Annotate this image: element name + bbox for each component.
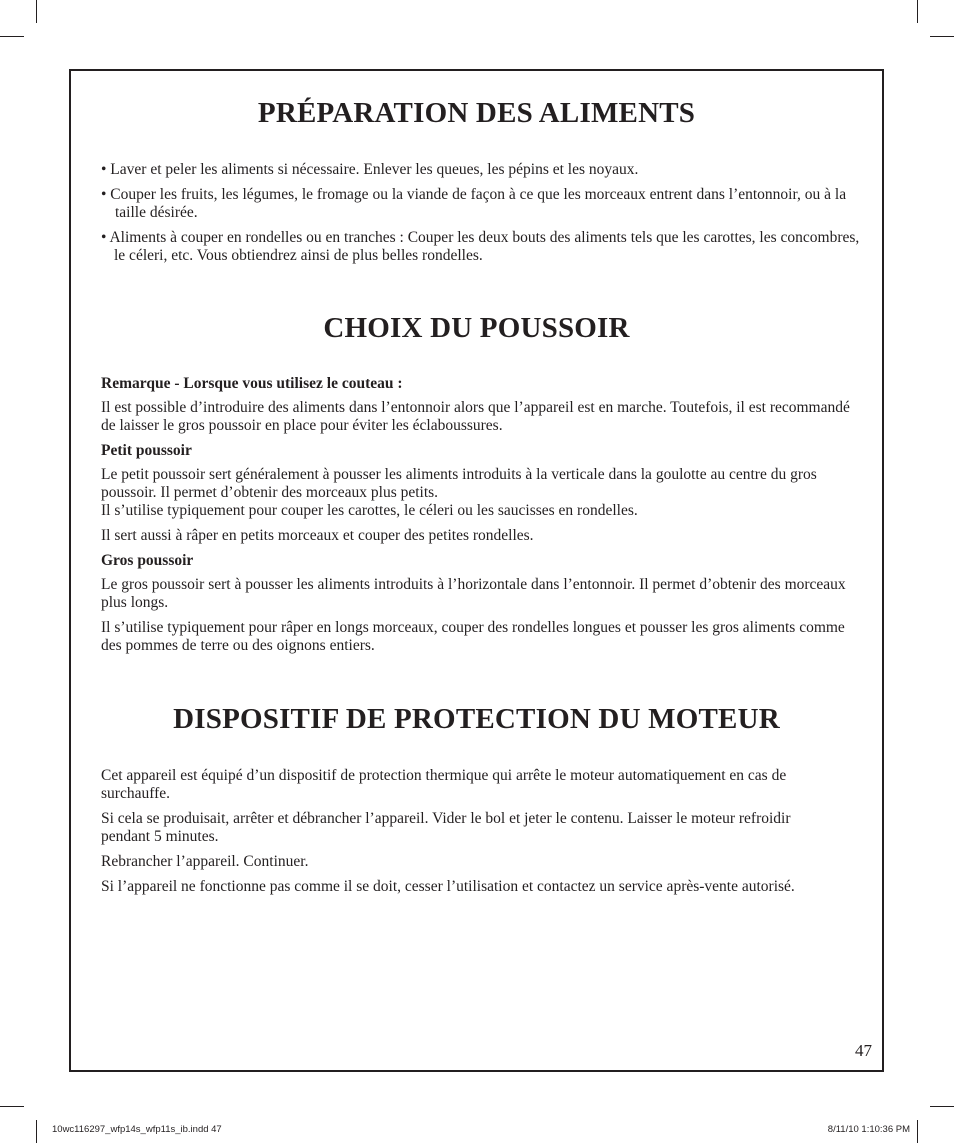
small-pusher-text: Il sert aussi à râper en petits morceaux et couper des petites rondelles. (101, 527, 534, 544)
small-pusher-text: Il s’utilise typiquement pour couper les carottes, le céleri ou les saucisses en rondelles. (101, 502, 638, 519)
crop-mark (0, 36, 24, 37)
section-title-motor-protection: DISPOSITIF DE PROTECTION DU MOTEUR (173, 703, 780, 735)
crop-mark (36, 0, 37, 23)
motor-protection-body (101, 767, 801, 903)
small-pusher-text: Le petit poussoir sert généralement à pousser les aliments introduits à la verticale dans la goulotte au centre du gros poussoir. Il permet d’obtenir des morceaux plus petits. (101, 466, 817, 501)
section-title-pusher: CHOIX DU POUSSOIR (323, 312, 630, 344)
paragraph: Rebrancher l’appareil. Continuer. (101, 853, 309, 870)
small-pusher-label: Petit poussoir (101, 442, 192, 459)
large-pusher-text: Le gros poussoir sert à pousser les aliments introduits à l’horizontale dans l’entonnoir. Il permet d’obtenir des morceaux plus longs. (101, 576, 846, 611)
crop-mark (930, 1106, 954, 1107)
paragraph: Cet appareil est équipé d’un dispositif de protection thermique qui arrête le moteur automatiquement en cas de surchauffe. (101, 767, 787, 802)
note-text: Il est possible d’introduire des aliments dans l’entonnoir alors que l’appareil est en marche. Toutefois, il est recommandé de laisser le gros poussoir en place pour éviter les éclaboussures. (101, 399, 850, 434)
list-item: • Laver et peler les aliments si nécessaire. Enlever les queues, les pépins et les noyaux. (101, 161, 639, 178)
crop-mark (917, 0, 918, 23)
page-number: 47 (855, 1041, 872, 1060)
large-pusher-text: Il s’utilise typiquement pour râper en longs morceaux, couper des rondelles longues et pousser les gros aliments comme des pommes de terre ou des oignons entiers. (101, 619, 845, 654)
slug-datetime: 8/11/10 1:10:36 PM (827, 1124, 910, 1135)
list-item: • Couper les fruits, les légumes, le fromage ou la viande de façon à ce que les morceaux entrent dans l’entonnoir, ou à la taille désirée. (101, 186, 847, 221)
crop-mark (930, 36, 954, 37)
section-title-preparation: PRÉPARATION DES ALIMENTS (257, 97, 696, 129)
page-frame (69, 69, 884, 1072)
slug-filename: 10wc116297_wfp14s_wfp11s_ib.indd 47 (52, 1124, 222, 1135)
preparation-list (101, 161, 861, 272)
crop-mark (0, 1106, 24, 1107)
large-pusher-label: Gros poussoir (101, 552, 194, 569)
list-item: • Aliments à couper en rondelles ou en tranches : Couper les deux bouts des aliments tels que les carottes, les concombres, le céleri, etc. Vous obtiendrez ainsi de plus belles rondelles. (101, 229, 860, 264)
pusher-section-body (101, 375, 861, 662)
paragraph: Si l’appareil ne fonctionne pas comme il se doit, cesser l’utilisation et contactez un service après-vente autorisé. (101, 878, 795, 895)
paragraph: Si cela se produisait, arrêter et débrancher l’appareil. Vider le bol et jeter le contenu. Laisser le moteur refroidir pendant 5 minutes. (101, 810, 791, 845)
crop-mark (36, 1120, 37, 1143)
note-label: Remarque - Lorsque vous utilisez le couteau : (101, 375, 403, 392)
crop-mark (917, 1120, 918, 1143)
